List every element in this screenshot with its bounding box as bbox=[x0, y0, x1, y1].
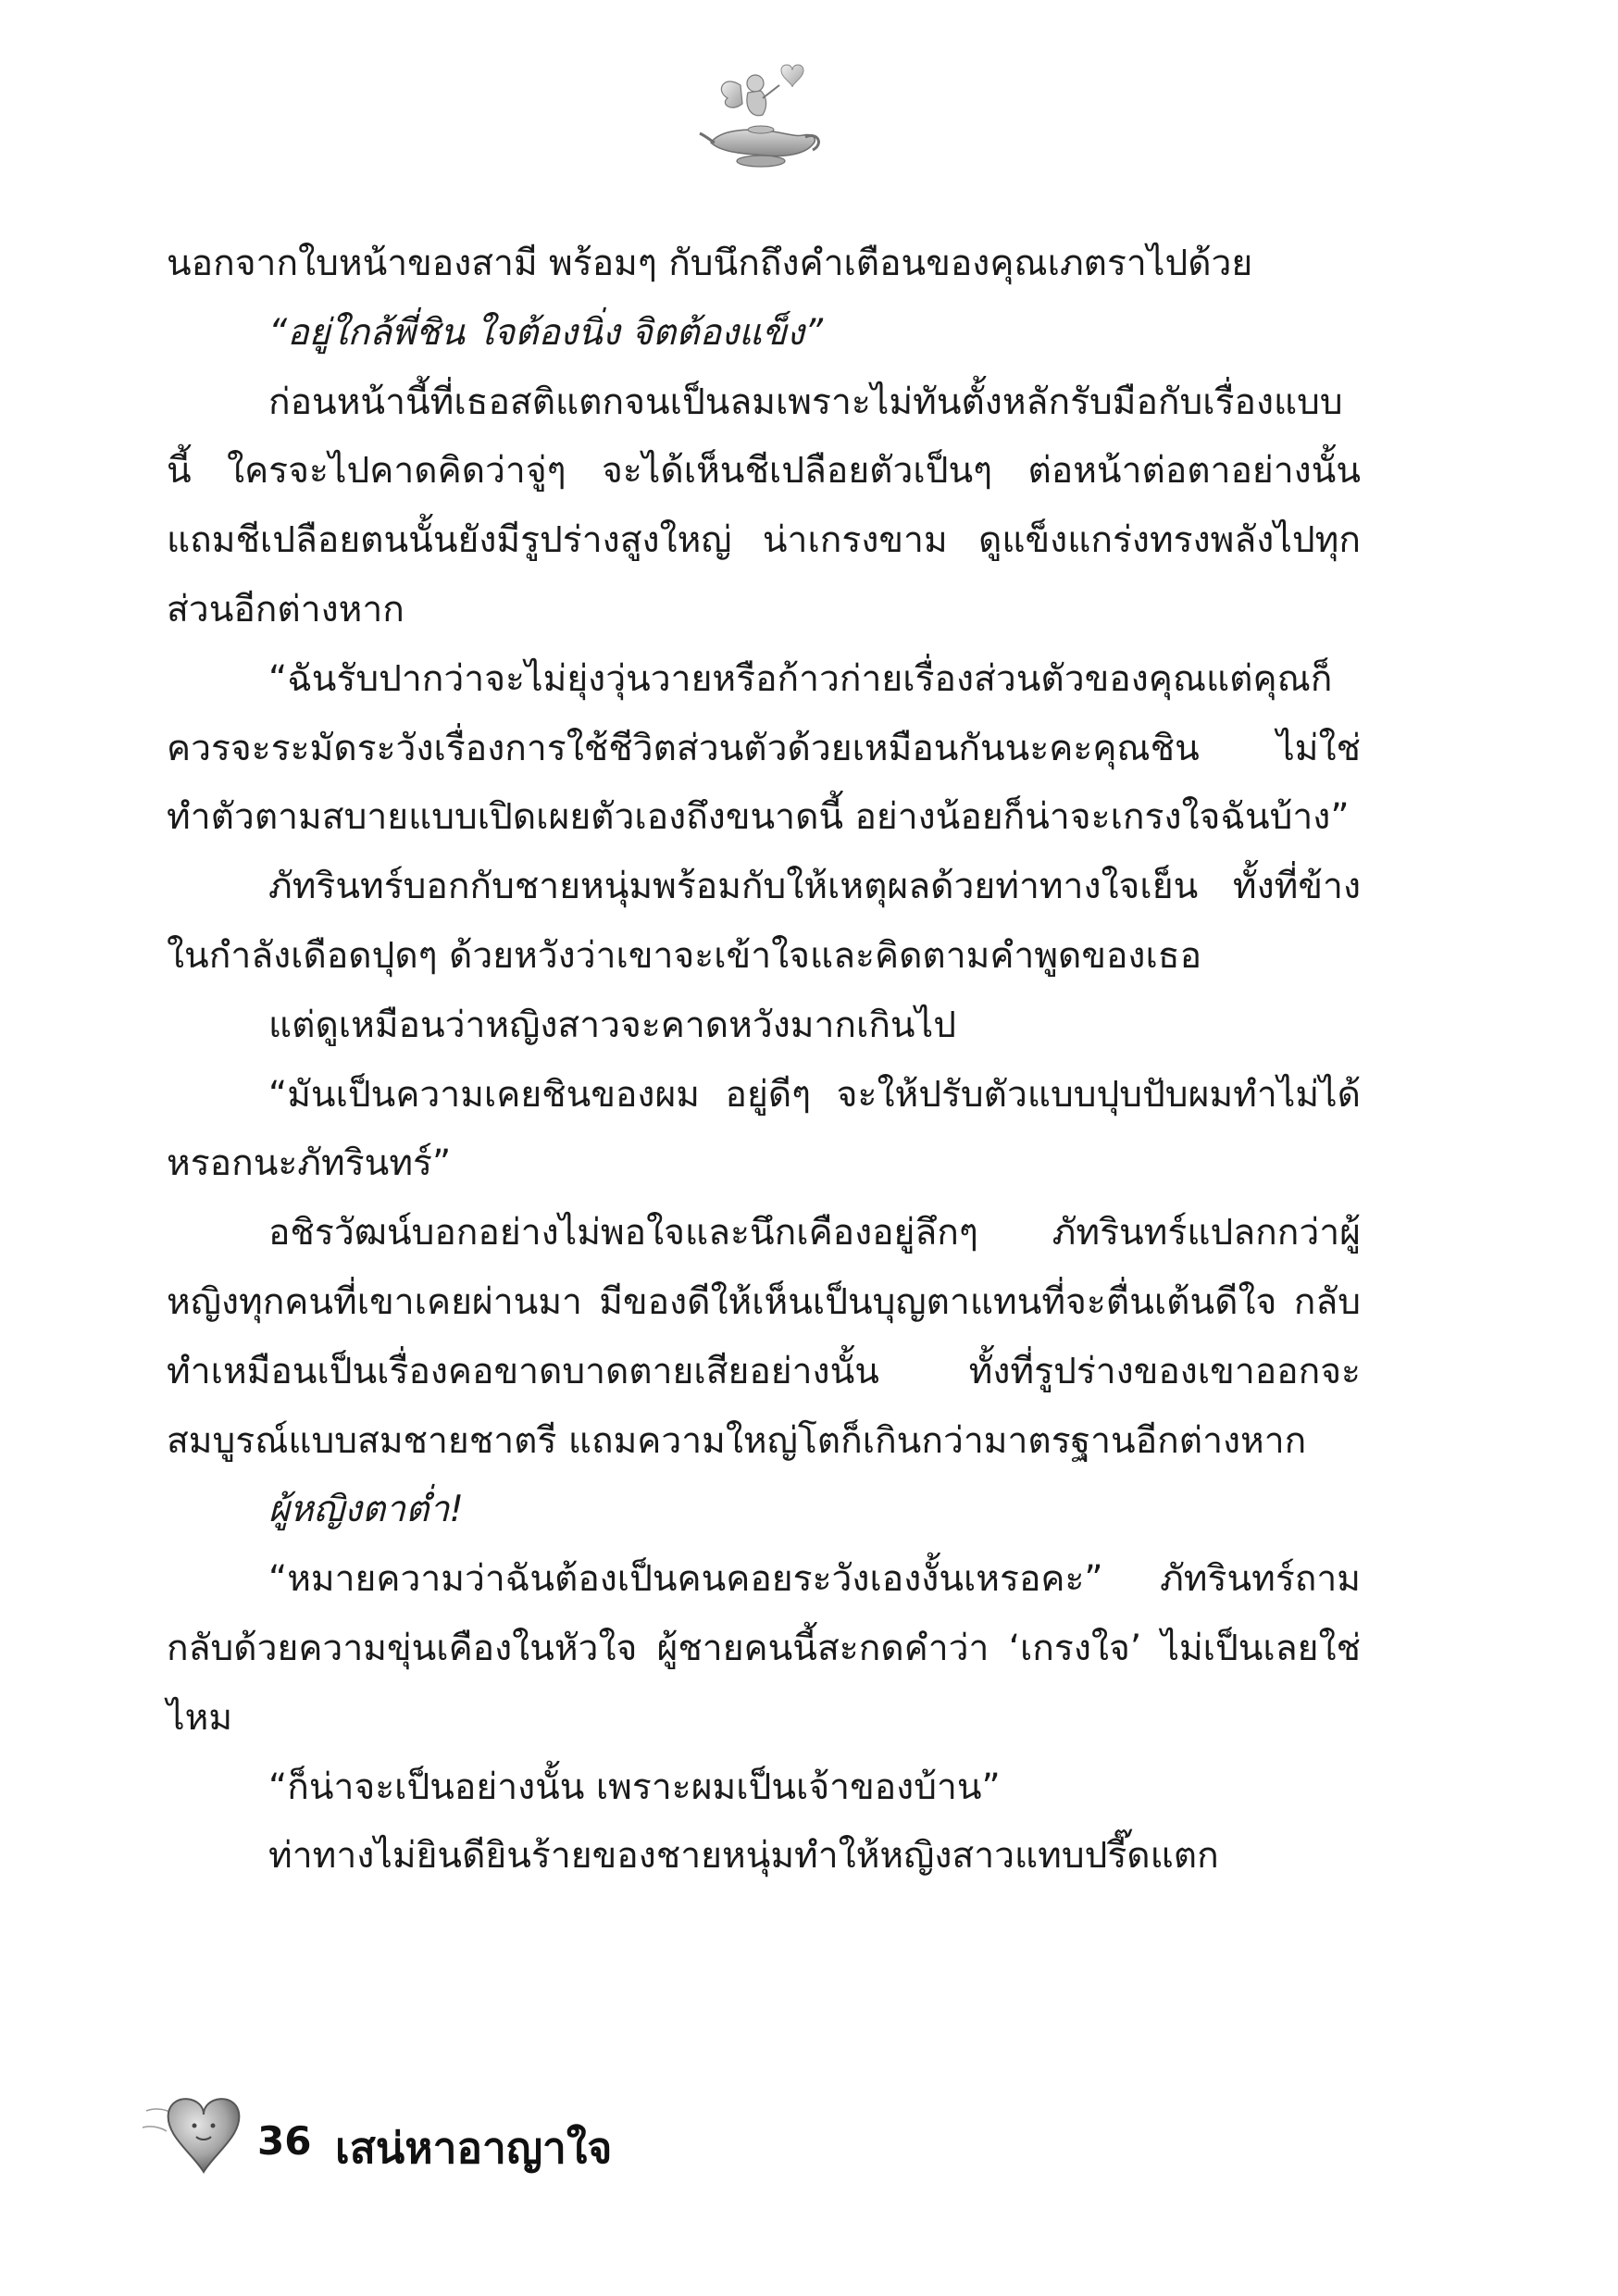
page-footer bbox=[139, 2083, 787, 2194]
paragraph: นอกจากใบหน้าของสามี พร้อมๆ กับนึกถึงคำเตือนของคุณเภตราไปด้วย bbox=[167, 243, 1253, 284]
paragraph: “ก็น่าจะเป็นอย่างนั้น เพราะผมเป็นเจ้าของบ้าน” bbox=[268, 1766, 1001, 1808]
book-title: เสน่หาอาญาใจ bbox=[335, 2123, 613, 2173]
paragraph: ผู้หญิงตาต่ำ! bbox=[268, 1489, 464, 1531]
paragraph: “มันเป็นความเคยชินของผม อยู่ดีๆ จะให้ปรับตัวแบบปุบปับผมทำไม่ได้หรอกนะภัทรินทร์” bbox=[167, 1073, 1361, 1185]
cupid-magic-lamp-icon bbox=[683, 57, 831, 178]
paragraph: ก่อนหน้านี้ที่เธอสติแตกจนเป็นลมเพราะไม่ทันตั้งหลักรับมือกับเรื่องแบบนี้ ใครจะไปคาดคิดว่าจู่ๆ จะได้เห็นชีเปลือยตัวเป็นๆ ต่อหน้าต่อตาอย่างนั้น แถมชีเปลือยตนนั้นยังมีรูปร่างสูงใหญ่ น่าเกรงขาม ดูแข็งแกร่งทรงพลังไปทุกส่วนอีกต่างหาก bbox=[167, 381, 1361, 630]
main-text bbox=[167, 230, 1361, 1891]
paragraph: ท่าทางไม่ยินดียินร้ายของชายหนุ่มทำให้หญิงสาวแทบปรี๊ดแตก bbox=[268, 1835, 1219, 1878]
page-number: 36 bbox=[257, 2118, 312, 2164]
paragraph: ภัทรินทร์บอกกับชายหนุ่มพร้อมกับให้เหตุผลด้วยท่าทางใจเย็น ทั้งที่ข้างในกำลังเดือดปุดๆ ด้วยหวังว่าเขาจะเข้าใจและคิดตามคำพูดของเธอ bbox=[167, 866, 1361, 977]
paragraph: “หมายความว่าฉันต้องเป็นคนคอยระวังเองงั้นเหรอคะ” ภัทรินทร์ถามกลับด้วยความขุ่นเคืองในหัวใจ ผู้ชายคนนี้สะกดคำว่า ‘เกรงใจ’ ไม่เป็นเลยใช่ไหม bbox=[167, 1558, 1361, 1739]
paragraph: อชิรวัฒน์บอกอย่างไม่พอใจและนึกเคืองอยู่ลึกๆ ภัทรินทร์แปลกกว่าผู้หญิงทุกคนที่เขาเคยผ่านมา มีของดีให้เห็นเป็นบุญตาแทนที่จะตื่นเต้นดีใจ กลับทำเหมือนเป็นเรื่องคอขาดบาดตายเสียอย่างนั้น ทั้งที่รูปร่างของเขาออกจะสมบูรณ์แบบสมชายชาตรี แถมความใหญ่โตก็เกินกว่ามาตรฐานอีกต่างหาก bbox=[167, 1212, 1361, 1462]
heart-icon bbox=[139, 2083, 259, 2185]
paragraph: “อยู่ใกล้พี่ชิน ใจต้องนิ่ง จิตต้องแข็ง” bbox=[268, 311, 824, 354]
paragraph: แต่ดูเหมือนว่าหญิงสาวจะคาดหวังมากเกินไป bbox=[268, 1004, 956, 1046]
paragraph: “ฉันรับปากว่าจะไม่ยุ่งวุ่นวายหรือก้าวก่ายเรื่องส่วนตัวของคุณแต่คุณก็ควรจะระมัดระวังเรื่องการใช้ชีวิตส่วนตัวด้วยเหมือนกันนะคะคุณชิน ไม่ใช่ทำตัวตามสบายแบบเปิดเผยตัวเองถึงขนาดนี้ อย่างน้อยก็น่าจะเกรงใจฉันบ้าง” bbox=[167, 657, 1361, 839]
